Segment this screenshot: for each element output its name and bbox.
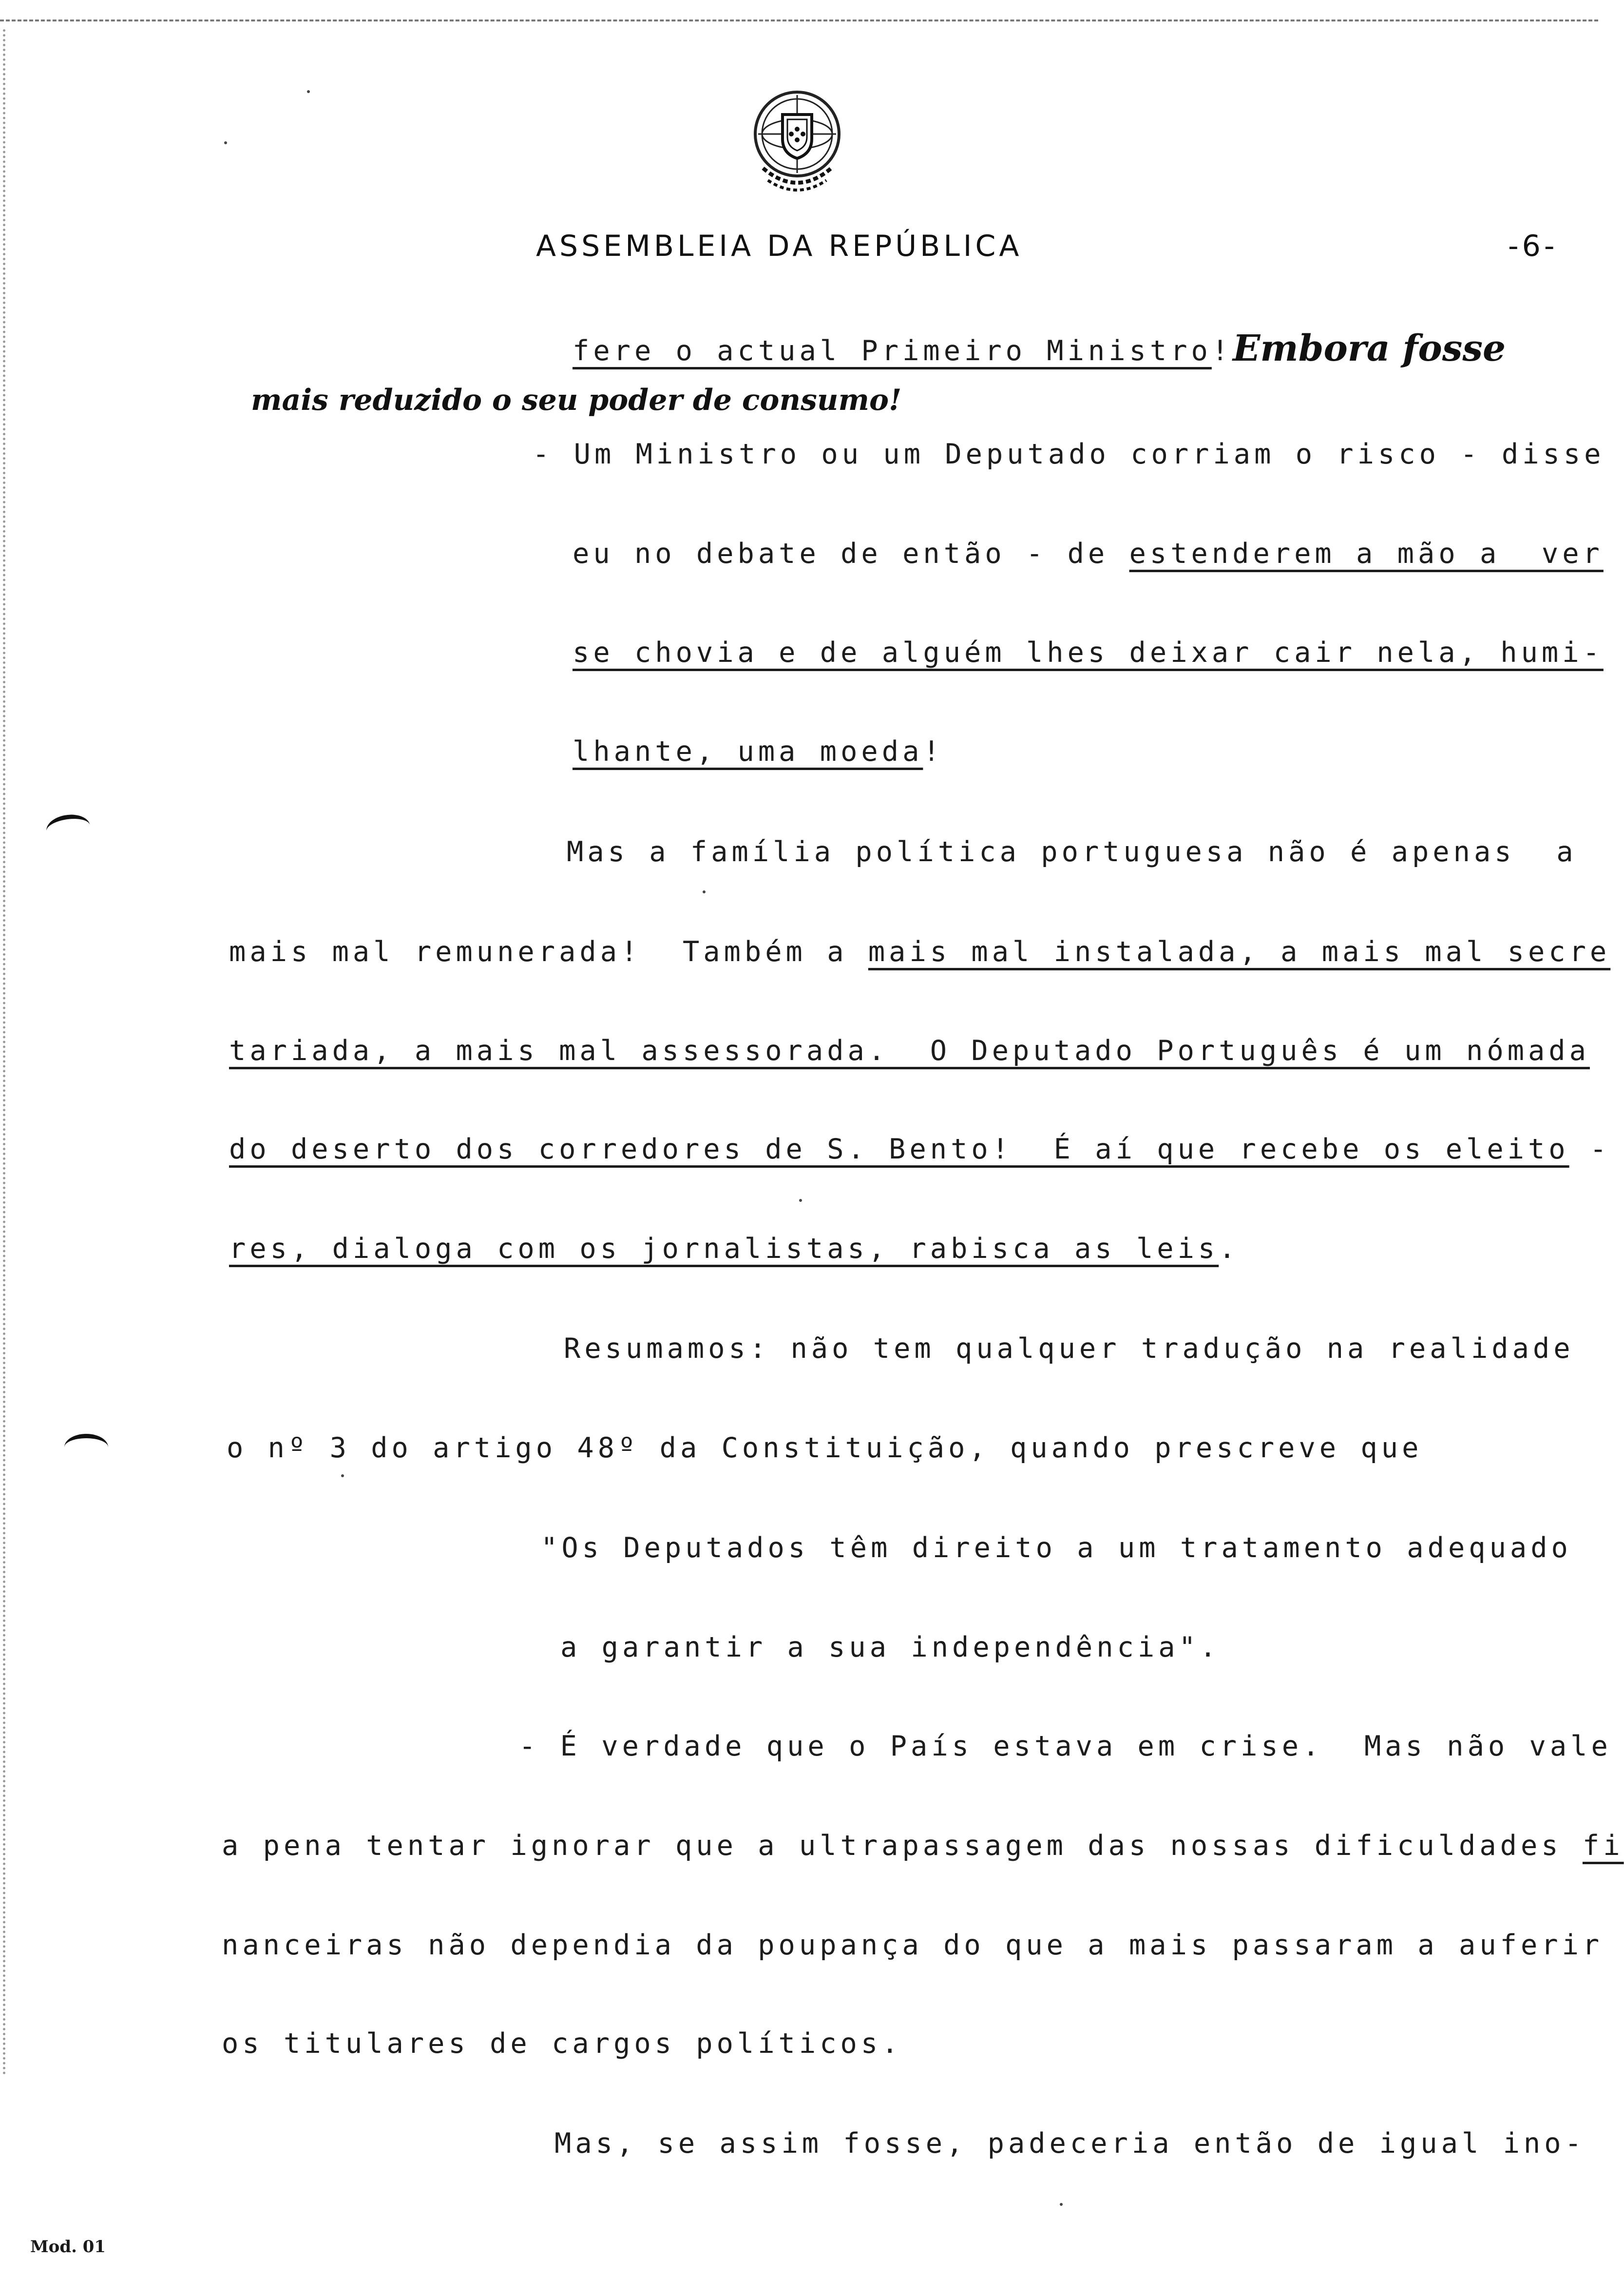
scan-top-edge (0, 19, 1598, 21)
scan-speck (1060, 2203, 1063, 2206)
text-line: se chovia e de alguém lhes deixar cair nela, humi- (573, 637, 1604, 669)
text-line: - Um Ministro ou um Deputado corriam o risco - disse (533, 438, 1605, 470)
text-line: tariada, a mais mal assessorada. O Deputado Português é um nómada (229, 1035, 1590, 1067)
text-line: os titulares de cargos políticos. (222, 2027, 902, 2060)
text-line: fere o actual Primeiro Ministro! (573, 335, 1233, 367)
text-line: eu no debate de então - de estenderem a mão a ver (573, 538, 1604, 570)
scan-speck (799, 1199, 802, 1202)
text-line: Mas, se assim fosse, padeceria então de igual ino- (554, 2127, 1586, 2160)
handwritten-note: Embora fosse (1233, 328, 1506, 369)
text-line: lhante, uma moeda! (573, 735, 944, 768)
form-code: Mod. 01 (30, 2237, 106, 2257)
scan-speck (224, 141, 227, 144)
text-line: a pena tentar ignorar que a ultrapassagem das nossas dificuldades fi (222, 1830, 1624, 1862)
text-line: mais mal remunerada! Também a mais mal instalada, a mais mal secre (229, 936, 1611, 968)
text-line: - É verdade que o País estava em crise. Mas não vale (519, 1730, 1612, 1762)
scan-left-edge (3, 29, 5, 2076)
handwritten-note: mais reduzido o seu poder de consumo! (251, 383, 902, 417)
text-line: Mas a família política portuguesa não é apenas a (567, 836, 1577, 868)
scan-speck (341, 1474, 344, 1477)
text-line: "Os Deputados têm direito a um tratamento adequado (541, 1532, 1572, 1564)
institution-heading: ASSEMBLEIA DA REPÚBLICA (536, 229, 1023, 263)
coat-of-arms-emblem (748, 85, 846, 202)
page-number: -6- (1508, 229, 1558, 263)
text-line: o nº 3 do artigo 48º da Constituição, quando prescreve que (227, 1432, 1423, 1464)
text-line: a garantir a sua independência". (560, 1631, 1221, 1663)
margin-mark (64, 1434, 108, 1461)
text-line: nanceiras não dependia da poupança do que a mais passaram a auferir (222, 1929, 1604, 1961)
text-line: do deserto dos corredores de S. Bento! É aí que recebe os eleito - (229, 1133, 1611, 1165)
scan-speck (307, 90, 310, 93)
text-line: Resumamos: não tem qualquer tradução na realidade (564, 1332, 1574, 1365)
text-line: res, dialoga com os jornalistas, rabisca as leis. (229, 1233, 1240, 1265)
margin-mark (45, 812, 92, 845)
scan-speck (703, 890, 706, 893)
